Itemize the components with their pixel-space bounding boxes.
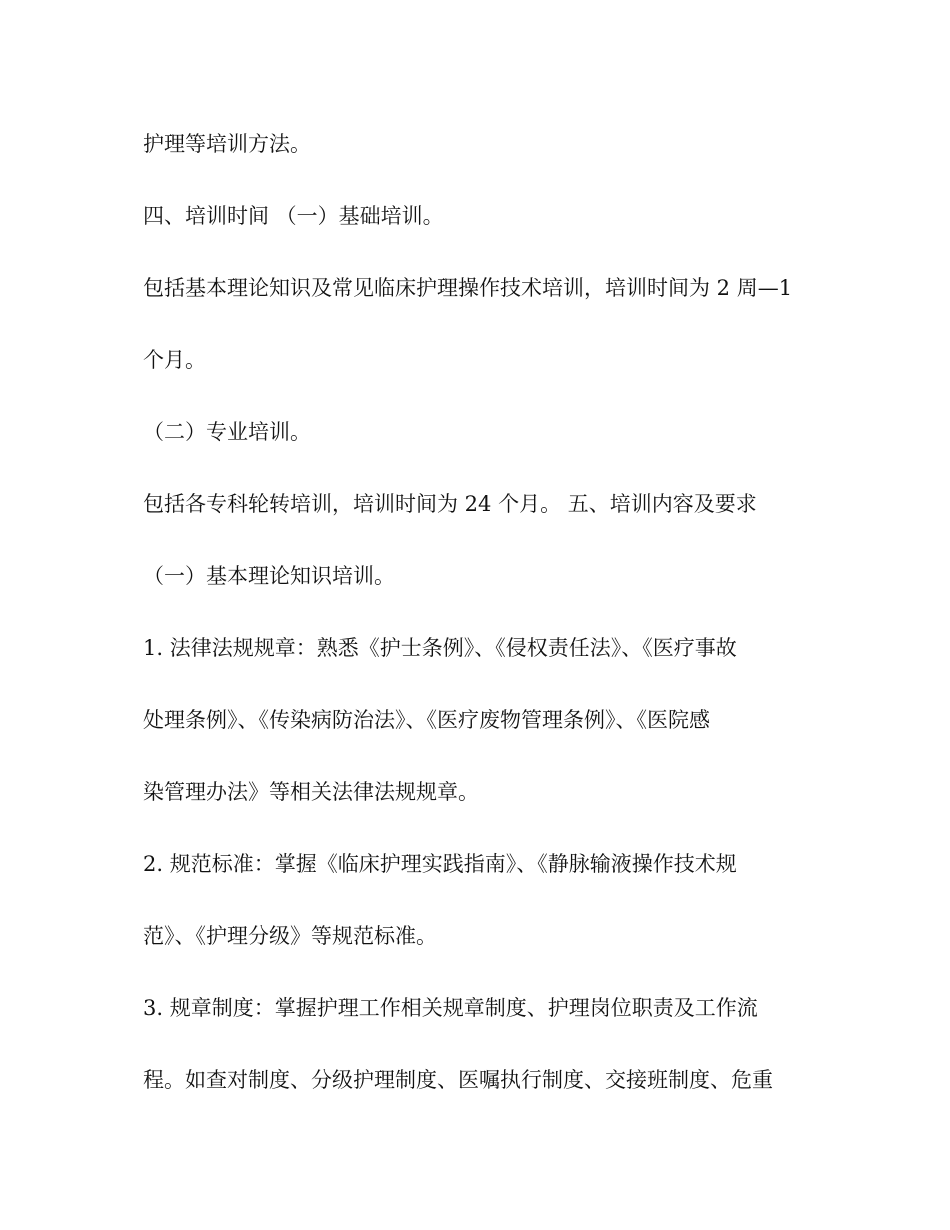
section-heading: 四、培训时间 （一）基础培训。	[143, 204, 444, 228]
text-line: 个月。	[143, 348, 206, 372]
list-item: 1. 法律法规规章：熟悉《护士条例》、《侵权责任法》、《医疗事故	[143, 636, 737, 660]
subsection-heading: （二）专业培训。	[143, 420, 311, 444]
text-line: 处理条例》、《传染病防治法》、《医疗废物管理条例》、《医院感	[143, 708, 710, 732]
list-item: 3. 规章制度：掌握护理工作相关规章制度、护理岗位职责及工作流	[143, 996, 758, 1020]
subsection-heading: （一）基本理论知识培训。	[143, 564, 395, 588]
text-line: 范》、《护理分级》等规范标准。	[143, 924, 437, 948]
text-line: 包括各专科轮转培训，培训时间为 24 个月。 五、培训内容及要求	[143, 492, 757, 516]
text-line: 包括基本理论知识及常见临床护理操作技术培训，培训时间为 2 周—1	[143, 276, 793, 300]
text-line: 程。如查对制度、分级护理制度、医嘱执行制度、交接班制度、危重	[143, 1068, 773, 1092]
list-item: 2. 规范标准：掌握《临床护理实践指南》、《静脉输液操作技术规	[143, 852, 737, 876]
text-line: 染管理办法》等相关法律法规规章。	[143, 780, 479, 804]
text-line: 护理等培训方法。	[143, 132, 311, 156]
